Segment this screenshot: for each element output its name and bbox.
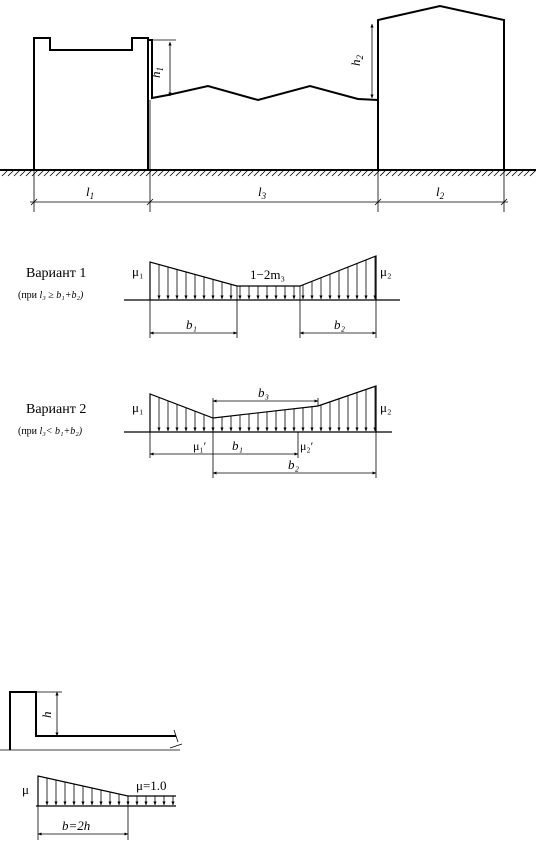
middle-building-roof [148, 40, 378, 100]
h1-label: $h_1$ [148, 67, 165, 78]
bottom-b-label: b=2h [62, 818, 91, 833]
l3-label: $l_3$ [258, 184, 267, 201]
building-elevation [0, 6, 536, 212]
variant-1-middle-coef: 1−2m₃ [250, 267, 285, 282]
variant-2-mu1: μ₁ [132, 400, 144, 415]
left-building [34, 38, 148, 170]
bottom-building-outline [10, 692, 176, 750]
variant-2-b1: b₁ [232, 438, 244, 453]
variant-2-title: Вариант 2 [26, 402, 87, 417]
right-building [378, 6, 504, 170]
variant-2-mu2: μ₂ [380, 400, 392, 415]
variant-2-b2: b₂ [288, 457, 300, 472]
variant-1-title: Вариант 1 [26, 266, 87, 281]
variant-2-mu1-prime: μ₁′ [193, 439, 207, 453]
l2-label: $l_2$ [436, 184, 445, 201]
variant-1-mu1: μ₁ [132, 264, 144, 279]
variant-1 [18, 256, 400, 338]
variant-2-mu2-prime: μ₂′ [300, 439, 314, 453]
variant-2 [18, 385, 392, 478]
variant-1-mu2: μ₂ [380, 264, 392, 279]
variant-1-condition: (при l₃ ≥ b₁+b₂) [18, 290, 84, 301]
bottom-scheme [0, 692, 182, 840]
variant-2-b3: b₃ [258, 385, 270, 400]
variant-1-b2: b₂ [334, 317, 346, 332]
h2-label: $h_2$ [348, 55, 365, 66]
variant-2-condition: (при l₃< b₁+b₂) [18, 426, 83, 437]
variant-1-b1: b₁ [186, 317, 198, 332]
l1-label: $l_1$ [86, 184, 95, 201]
bottom-mu-label: μ [22, 782, 29, 797]
bottom-mu-value: μ=1.0 [136, 778, 167, 793]
bottom-h-label: h [39, 711, 54, 718]
bottom-break-2 [170, 744, 182, 748]
